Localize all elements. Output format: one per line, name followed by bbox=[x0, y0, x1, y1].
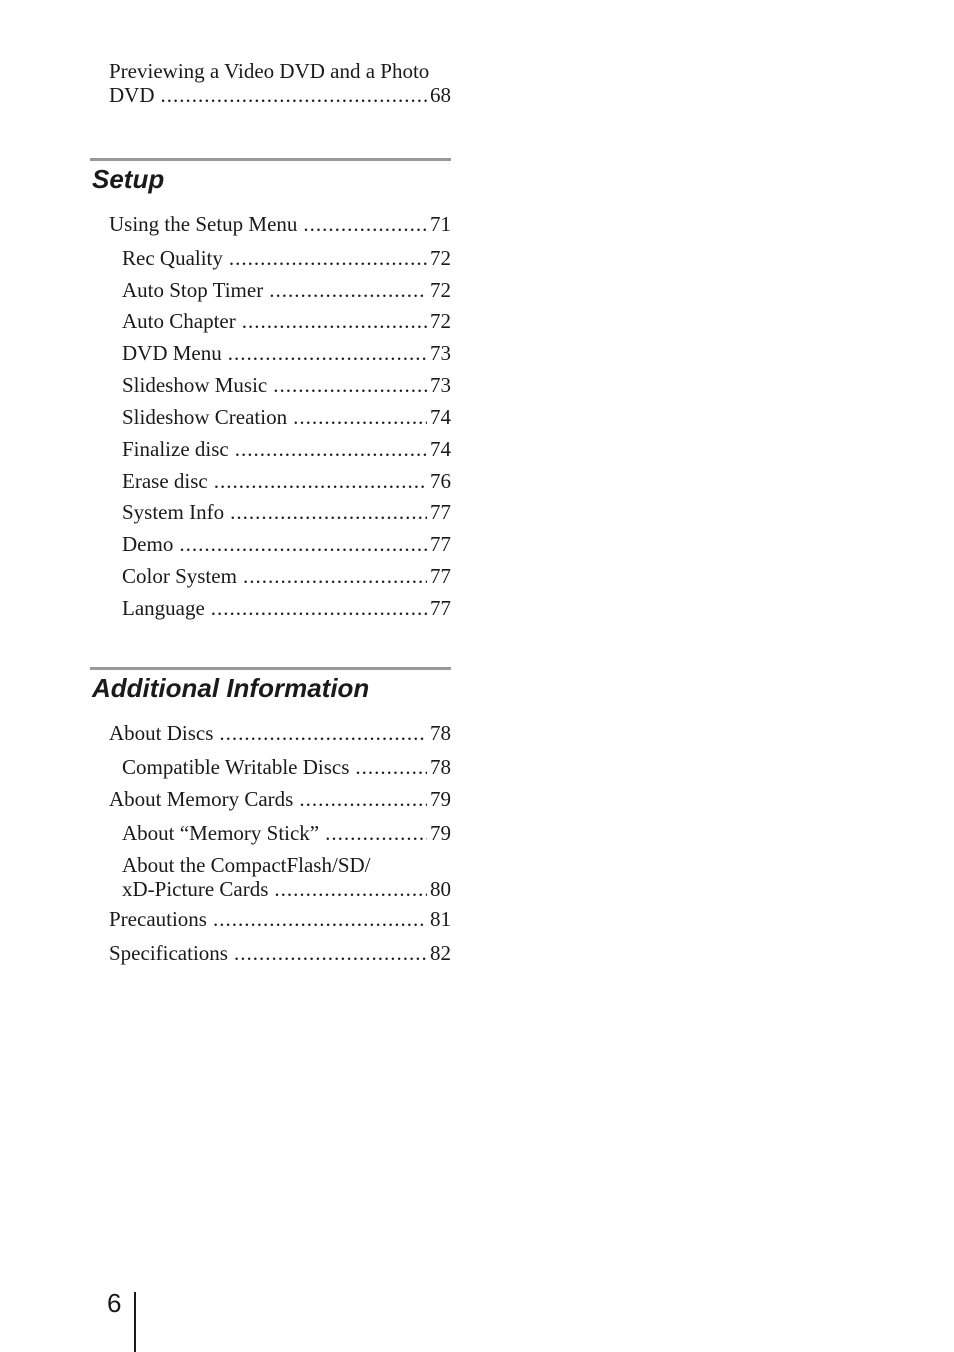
toc-page-number: 78 bbox=[430, 755, 451, 779]
dot-leader bbox=[299, 787, 427, 811]
dot-leader bbox=[235, 437, 427, 461]
toc-page-number: 81 bbox=[430, 907, 451, 931]
dot-leader bbox=[219, 721, 427, 745]
dot-leader bbox=[242, 309, 427, 333]
toc-entry-demo[interactable] bbox=[122, 532, 451, 556]
toc-entry-title: Demo bbox=[122, 532, 174, 556]
toc-page-number: 77 bbox=[430, 596, 451, 620]
toc-entry-slideshow-creation[interactable] bbox=[122, 405, 451, 429]
toc-entry-title-line2: DVD bbox=[109, 83, 155, 107]
toc-entry-about-memory-cards[interactable] bbox=[109, 787, 451, 811]
toc-entry-title: About Discs bbox=[109, 721, 214, 745]
toc-entry-precautions[interactable] bbox=[109, 907, 451, 931]
dot-leader bbox=[269, 278, 427, 302]
toc-page-number: 73 bbox=[430, 373, 451, 397]
toc-entry-auto-chapter[interactable] bbox=[122, 309, 451, 333]
toc-entry-slideshow-music[interactable] bbox=[122, 373, 451, 397]
section-rule bbox=[90, 667, 451, 670]
toc-entry-title: Auto Chapter bbox=[122, 309, 236, 333]
toc-entry-title: Rec Quality bbox=[122, 246, 223, 270]
toc-entry-title: System Info bbox=[122, 500, 225, 524]
toc-page-number: 72 bbox=[430, 309, 451, 333]
toc-entry-title: Slideshow Creation bbox=[122, 405, 288, 429]
dot-leader bbox=[303, 212, 427, 236]
toc-entry-erase-disc[interactable] bbox=[122, 469, 451, 493]
dot-leader bbox=[355, 755, 427, 779]
toc-entry-title: About “Memory Stick” bbox=[122, 821, 320, 845]
toc-entry-previewing[interactable] bbox=[109, 59, 451, 107]
toc-entry-color-system[interactable] bbox=[122, 564, 451, 588]
page-number-divider bbox=[134, 1292, 136, 1352]
toc-page-number: 80 bbox=[430, 877, 451, 901]
toc-page-number: 74 bbox=[430, 405, 451, 429]
toc-entry-title: About Memory Cards bbox=[109, 787, 294, 811]
dot-leader bbox=[274, 877, 427, 901]
toc-page-number: 78 bbox=[430, 721, 451, 745]
toc-entry-about-memory-stick[interactable] bbox=[122, 821, 451, 845]
toc-entry-using-setup-menu[interactable] bbox=[109, 212, 451, 236]
toc-page-number: 77 bbox=[430, 532, 451, 556]
dot-leader bbox=[230, 500, 427, 524]
dot-leader bbox=[273, 373, 427, 397]
dot-leader bbox=[214, 469, 427, 493]
toc-entry-title: Language bbox=[122, 596, 205, 620]
toc-page-number: 74 bbox=[430, 437, 451, 461]
toc-page-number: 68 bbox=[430, 83, 451, 107]
toc-entry-title-line1: Previewing a Video DVD and a Photo bbox=[109, 59, 430, 83]
toc-page-number: 72 bbox=[430, 246, 451, 270]
toc-entry-rec-quality[interactable] bbox=[122, 246, 451, 270]
toc-entry-about-discs[interactable] bbox=[109, 721, 451, 745]
toc-page-number: 77 bbox=[430, 500, 451, 524]
toc-entry-title-line2: xD-Picture Cards bbox=[122, 877, 269, 901]
toc-page-number: 72 bbox=[430, 278, 451, 302]
dot-leader bbox=[228, 341, 427, 365]
toc-page-number: 79 bbox=[430, 787, 451, 811]
toc-entry-title: Finalize disc bbox=[122, 437, 229, 461]
dot-leader bbox=[161, 83, 428, 107]
toc-entry-title: Compatible Writable Discs bbox=[122, 755, 350, 779]
toc-entry-title: Color System bbox=[122, 564, 237, 588]
toc-entry-dvd-menu[interactable] bbox=[122, 341, 451, 365]
dot-leader bbox=[229, 246, 427, 270]
toc-page-number: 82 bbox=[430, 941, 451, 965]
section-heading-setup: Setup bbox=[92, 164, 165, 194]
dot-leader bbox=[325, 821, 427, 845]
dot-leader bbox=[234, 941, 427, 965]
toc-page-number: 71 bbox=[430, 212, 451, 236]
toc-page-number: 77 bbox=[430, 564, 451, 588]
toc-entry-title: Slideshow Music bbox=[122, 373, 268, 397]
toc-entry-title: Erase disc bbox=[122, 469, 208, 493]
toc-entry-title: Specifications bbox=[109, 941, 228, 965]
toc-page-number: 79 bbox=[430, 821, 451, 845]
toc-entry-compatible-writable-discs[interactable] bbox=[122, 755, 451, 779]
toc-entry-title: Precautions bbox=[109, 907, 207, 931]
dot-leader bbox=[211, 596, 427, 620]
toc-entry-specifications[interactable] bbox=[109, 941, 451, 965]
section-rule bbox=[90, 158, 451, 161]
toc-page-number: 73 bbox=[430, 341, 451, 365]
dot-leader bbox=[243, 564, 427, 588]
dot-leader bbox=[213, 907, 427, 931]
toc-entry-finalize-disc[interactable] bbox=[122, 437, 451, 461]
toc-entry-title: Auto Stop Timer bbox=[122, 278, 264, 302]
toc-entry-title: Using the Setup Menu bbox=[109, 212, 298, 236]
page-number: 6 bbox=[107, 1288, 122, 1318]
toc-entry-auto-stop-timer[interactable] bbox=[122, 278, 451, 302]
dot-leader bbox=[179, 532, 427, 556]
toc-entry-title-line1: About the CompactFlash/SD/ bbox=[122, 853, 371, 877]
dot-leader bbox=[293, 405, 427, 429]
section-heading-additional-information: Additional Information bbox=[92, 673, 370, 703]
toc-entry-about-compactflash[interactable] bbox=[122, 853, 451, 901]
toc-entry-language[interactable] bbox=[122, 596, 451, 620]
toc-entry-title: DVD Menu bbox=[122, 341, 222, 365]
toc-entry-system-info[interactable] bbox=[122, 500, 451, 524]
toc-page-number: 76 bbox=[430, 469, 451, 493]
